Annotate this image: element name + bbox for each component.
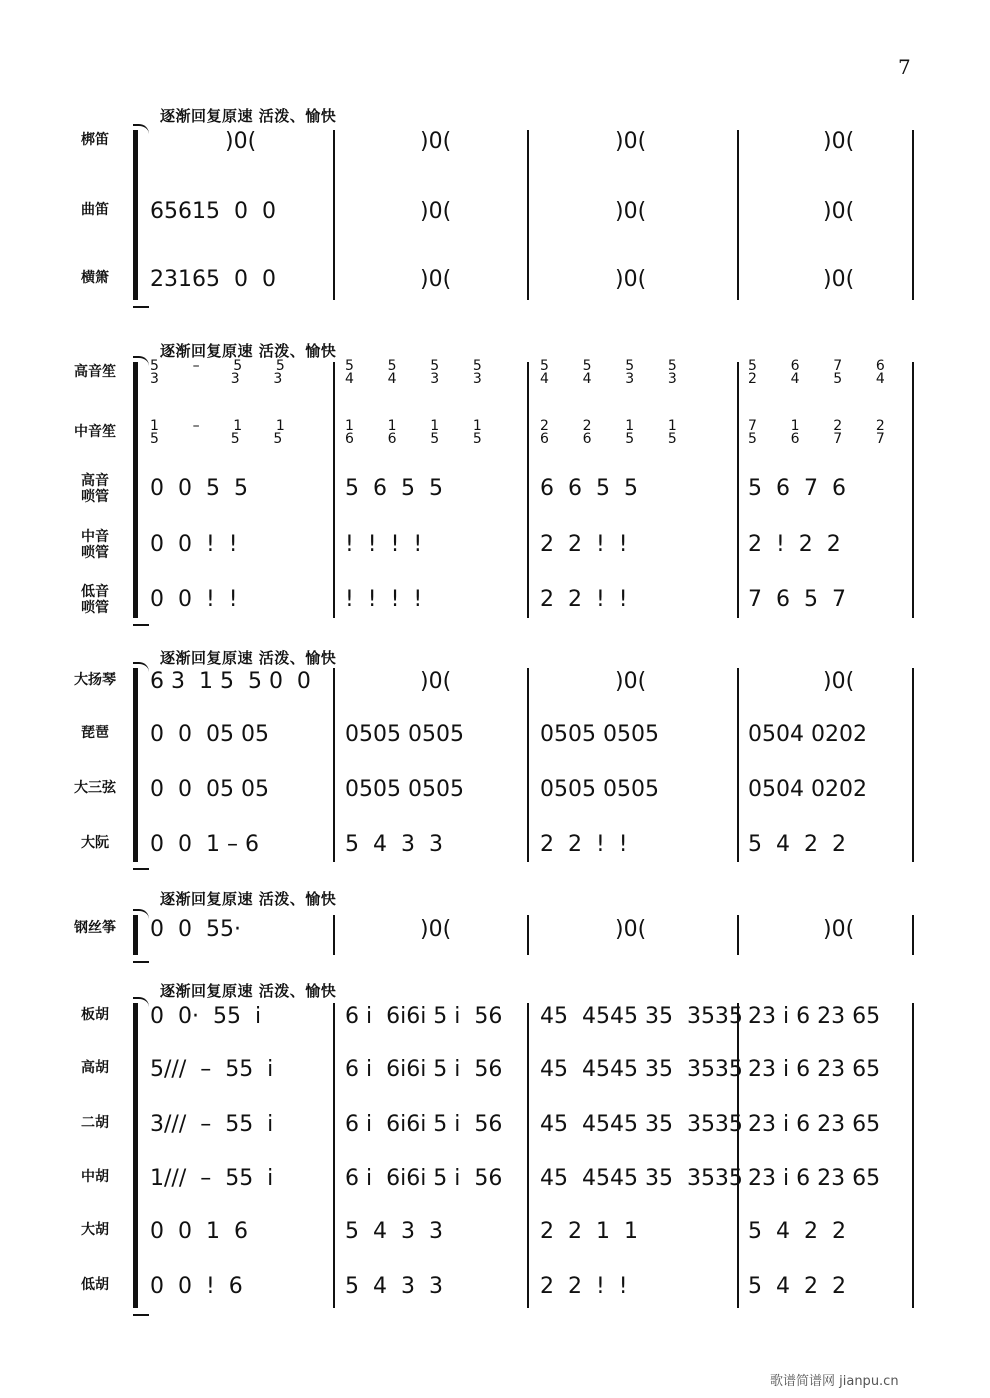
measure: 5 4 2 2 (748, 832, 846, 857)
tempo-marking: 逐渐回复原速 活泼、愉快 (160, 890, 337, 908)
barline (333, 130, 335, 300)
measure: 0 0 ! 6 (150, 1274, 243, 1299)
measure: 0505 0505 (345, 777, 464, 802)
measure: 0505 0505 (540, 722, 659, 747)
measure: 45 4545 35 3535 (540, 1057, 743, 1082)
instrument-label: 高胡 (81, 1060, 109, 1076)
measure: 5 5 5 5 4 4 3 3 (345, 358, 483, 387)
barline (333, 668, 335, 862)
measure: 5 5 5 5 4 4 3 3 (540, 358, 678, 387)
tempo-marking: 逐渐回复原速 活泼、愉快 (160, 107, 337, 125)
measure: 5 4 3 3 (345, 832, 443, 857)
bracket-cap-top (133, 909, 149, 921)
barline (527, 130, 529, 300)
measure: )0( (823, 199, 855, 224)
instrument-label: 大三弦 (74, 780, 116, 796)
measure: 6 i 6i6i 5 i 56 (345, 1166, 503, 1191)
measure: 0504 0202 (748, 777, 867, 802)
bracket-cap-bottom (133, 296, 149, 308)
instrument-label: 梆笛 (81, 132, 109, 148)
measure: 0 0 ! ! (150, 532, 238, 557)
barline (527, 362, 529, 618)
barline (912, 130, 914, 300)
measure: 23165 0 0 (150, 267, 276, 292)
watermark: 歌谱简谱网 jianpu.cn (770, 1374, 899, 1389)
measure: 0 0 1 – 6 (150, 832, 259, 857)
barline (912, 915, 914, 955)
measure: 23 i 6 23 65 (748, 1057, 881, 1082)
bracket-cap-bottom (133, 1304, 149, 1316)
measure: 1 1 1 1 6 6 5 5 (345, 418, 483, 447)
system-bracket (133, 915, 138, 955)
measure: 45 4545 35 3535 (540, 1112, 743, 1137)
measure: 6 i 6i6i 5 i 56 (345, 1004, 503, 1029)
barline (737, 1003, 739, 1308)
measure: )0( (823, 129, 855, 154)
measure: 5 6 5 5 (345, 476, 443, 501)
measure: ! ! ! ! (345, 587, 423, 612)
measure: )0( (823, 267, 855, 292)
measure: 0 0 05 05 (150, 777, 269, 802)
measure: 5 – 5 5 3 3 3 (150, 358, 286, 387)
measure: )0( (420, 917, 452, 942)
measure: 7 6 5 7 (748, 587, 846, 612)
measure: 0 0 ! ! (150, 587, 238, 612)
barline (737, 668, 739, 862)
measure: )0( (615, 267, 647, 292)
instrument-label: 低音 唢管 (81, 584, 109, 616)
barline (912, 362, 914, 618)
system-bracket (133, 1003, 138, 1308)
system-bracket (133, 130, 138, 300)
bracket-cap-top (133, 662, 149, 674)
measure: 1/// – 55 i (150, 1166, 274, 1191)
measure: ! ! ! ! (345, 532, 423, 557)
bracket-cap-top (133, 356, 149, 368)
barline (527, 915, 529, 955)
measure: 3/// – 55 i (150, 1112, 274, 1137)
measure: )0( (615, 917, 647, 942)
tempo-marking: 逐渐回复原速 活泼、愉快 (160, 649, 337, 667)
instrument-label: 中音 唢管 (81, 529, 109, 561)
measure: 5 6 7 6 (748, 476, 846, 501)
measure: )0( (420, 129, 452, 154)
bracket-cap-bottom (133, 858, 149, 870)
measure: )0( (420, 669, 452, 694)
bracket-cap-bottom (133, 951, 149, 963)
instrument-label: 高音笙 (74, 364, 116, 380)
measure: )0( (615, 129, 647, 154)
measure: 6 i 6i6i 5 i 56 (345, 1112, 503, 1137)
tempo-marking: 逐渐回复原速 活泼、愉快 (160, 342, 337, 360)
barline (527, 668, 529, 862)
instrument-label: 大扬琴 (74, 672, 116, 688)
page-number: 7 (898, 55, 911, 79)
bracket-cap-top (133, 124, 149, 136)
measure: )0( (823, 917, 855, 942)
measure: 23 i 6 23 65 (748, 1112, 881, 1137)
barline (912, 1003, 914, 1308)
barline (333, 915, 335, 955)
instrument-label: 大阮 (81, 835, 109, 851)
measure: 65615 0 0 (150, 199, 276, 224)
measure: 0 0 05 05 (150, 722, 269, 747)
instrument-label: 琵琶 (81, 725, 109, 741)
measure: 5 4 2 2 (748, 1274, 846, 1299)
measure: 5 6 7 6 2 4 5 4 (748, 358, 886, 387)
instrument-label: 中音笙 (74, 424, 116, 440)
barline (333, 362, 335, 618)
bracket-cap-top (133, 997, 149, 1009)
instrument-label: 板胡 (81, 1007, 109, 1023)
measure: 5 4 2 2 (748, 1219, 846, 1244)
measure: 23 i 6 23 65 (748, 1004, 881, 1029)
measure: 1 – 1 1 5 5 5 (150, 418, 286, 447)
instrument-label: 大胡 (81, 1222, 109, 1238)
measure: 2 2 1 1 (540, 1219, 638, 1244)
measure: )0( (420, 199, 452, 224)
measure: 5/// – 55 i (150, 1057, 274, 1082)
barline (333, 1003, 335, 1308)
barline (737, 130, 739, 300)
measure: 0 0· 55 i (150, 1004, 262, 1029)
instrument-label: 横箫 (81, 270, 109, 286)
system-bracket (133, 668, 138, 862)
measure: 0505 0505 (345, 722, 464, 747)
measure: )0( (615, 669, 647, 694)
measure: 23 i 6 23 65 (748, 1166, 881, 1191)
instrument-label: 二胡 (81, 1115, 109, 1131)
instrument-label: 低胡 (81, 1277, 109, 1293)
barline (912, 668, 914, 862)
measure: 45 4545 35 3535 (540, 1166, 743, 1191)
measure: 2 2 ! ! (540, 587, 628, 612)
measure: 2 2 ! ! (540, 532, 628, 557)
measure: 0505 0505 (540, 777, 659, 802)
barline (737, 915, 739, 955)
measure: 45 4545 35 3535 (540, 1004, 743, 1029)
measure: 0 0 5 5 (150, 476, 248, 501)
tempo-marking: 逐渐回复原速 活泼、愉快 (160, 982, 337, 1000)
measure: 6 3 1 5 5 0 0 (150, 669, 311, 694)
measure: 0 0 1 6 (150, 1219, 248, 1244)
measure: )0( (420, 267, 452, 292)
measure: 6 6 5 5 (540, 476, 638, 501)
measure: )0( (225, 129, 257, 154)
measure: 5 4 3 3 (345, 1274, 443, 1299)
instrument-label: 曲笛 (81, 202, 109, 218)
measure: 6 i 6i6i 5 i 56 (345, 1057, 503, 1082)
measure: 2 2 ! ! (540, 1274, 628, 1299)
measure: 2 2 1 1 6 6 5 5 (540, 418, 678, 447)
measure: 7 1 2 2 5 6 7 7 (748, 418, 886, 447)
system-bracket (133, 362, 138, 618)
instrument-label: 钢丝筝 (74, 920, 116, 936)
measure: 2 ! 2 2 (748, 532, 841, 557)
measure: 2 2 ! ! (540, 832, 628, 857)
measure: 0504 0202 (748, 722, 867, 747)
barline (527, 1003, 529, 1308)
measure: 0 0 55· (150, 917, 241, 942)
barline (737, 362, 739, 618)
instrument-label: 高音 唢管 (81, 473, 109, 505)
measure: )0( (823, 669, 855, 694)
bracket-cap-bottom (133, 614, 149, 626)
measure: 5 4 3 3 (345, 1219, 443, 1244)
instrument-label: 中胡 (81, 1169, 109, 1185)
measure: )0( (615, 199, 647, 224)
